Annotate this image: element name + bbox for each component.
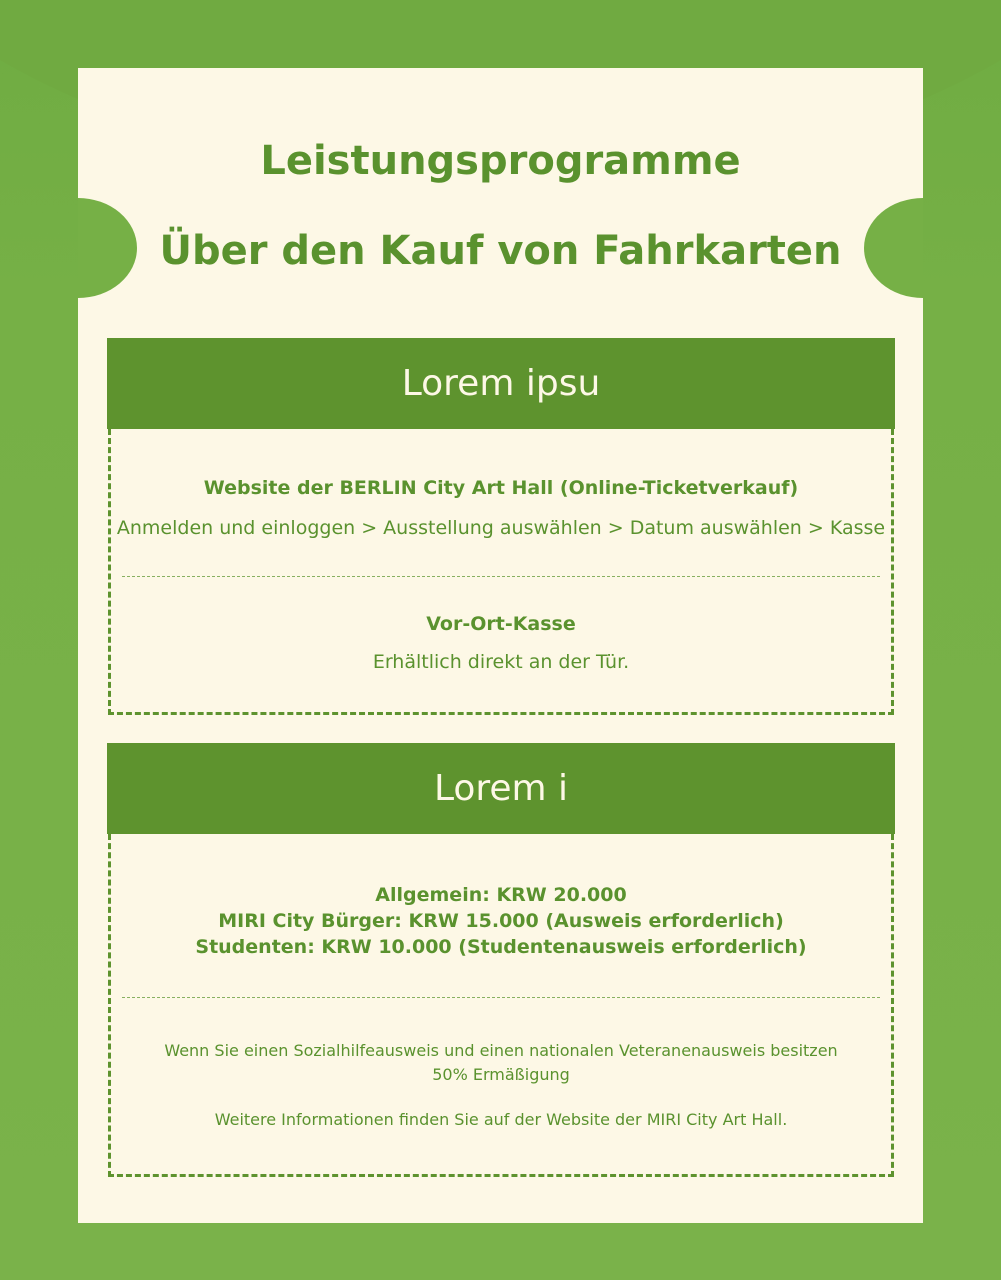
online-steps: Anmelden und einloggen > Ausstellung auswählen > Datum auswählen > Kasse [116, 517, 886, 539]
section-band-label: Lorem i [433, 768, 569, 809]
section-purchase [107, 338, 895, 715]
discount-value: 50% Ermäßigung [432, 1065, 570, 1084]
page-title: Leistungsprogramme [260, 138, 741, 184]
section-band [107, 743, 895, 834]
ticket-card [78, 68, 923, 1223]
price-general: Allgemein: KRW 20.000 [375, 884, 627, 906]
page-subtitle: Über den Kauf von Fahrkarten [159, 228, 842, 274]
onsite-text: Erhältlich direkt an der Tür. [372, 651, 630, 673]
section-box [108, 429, 894, 715]
section-band [107, 338, 895, 429]
onsite-heading: Vor-Ort-Kasse [426, 613, 576, 635]
price-student: Studenten: KRW 10.000 (Studentenausweis erforderlich) [195, 936, 807, 958]
discount-condition: Wenn Sie einen Sozialhilfeausweis und einen nationalen Veteranenausweis besitzen [164, 1041, 838, 1060]
section-prices [107, 743, 895, 1177]
price-citizen: MIRI City Bürger: KRW 15.000 (Ausweis erforderlich) [218, 910, 784, 932]
online-heading: Website der BERLIN City Art Hall (Online-Ticketverkauf) [203, 477, 799, 499]
divider [122, 997, 880, 998]
section-box [108, 834, 894, 1177]
section-band-label: Lorem ipsu [401, 363, 601, 404]
info-text: Weitere Informationen finden Sie auf der Website der MIRI City Art Hall. [214, 1110, 788, 1129]
divider [122, 576, 880, 577]
